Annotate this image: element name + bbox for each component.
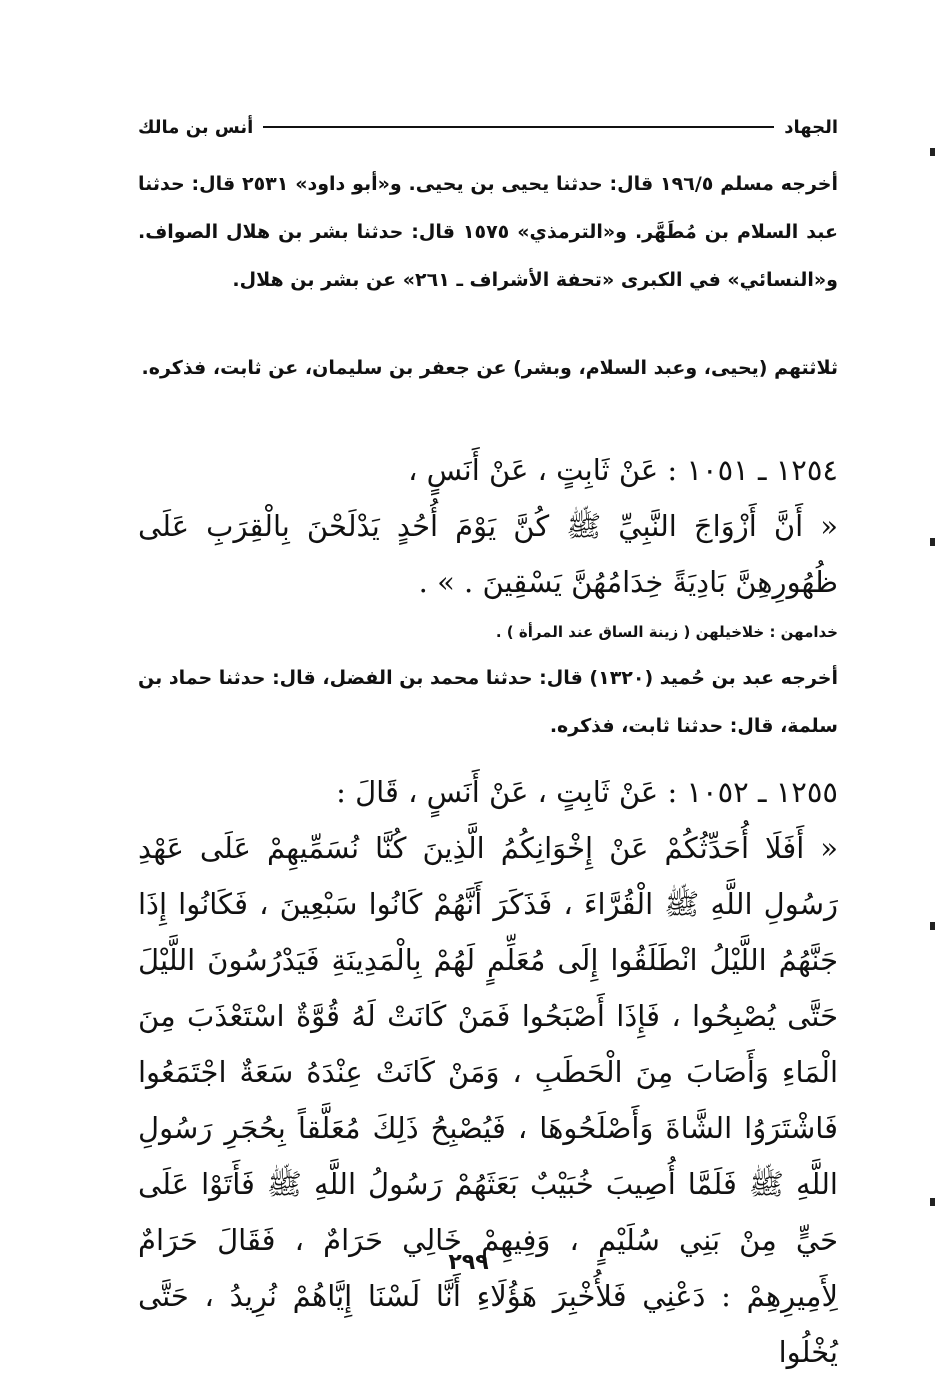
takhrij-paragraph-1 — [138, 160, 838, 304]
takhrij-paragraph-2 — [138, 344, 838, 392]
book-title: أنس بن مالك — [138, 116, 254, 138]
margin-mark — [930, 922, 935, 930]
takhrij-chain: ثلاثتهم (يحيى، وعبد السلام، وبشر) عن جعفر بن سليمان، عن ثابت، فذكره. — [141, 357, 838, 379]
hadith-text: « أَنَّ أَزْوَاجَ النَّبِيِّ ﷺ كُنَّ يَوْمَ أُحُدٍ يَدْلَحْنَ بِالْقِرَبِ عَلَى ظُهُورِهِنَّ بَادِيَةً خِدَامُهُنَّ يَسْقِينَ . » . — [138, 509, 838, 599]
header-rule — [263, 126, 774, 128]
margin-mark — [930, 538, 935, 546]
takhrij-sources: أخرجه مسلم ١٩٦/٥ قال: حدثنا يحيى بن يحيى. و«أبو داود» ٢٥٣١ قال: حدثنا عبد السلام بن مُطَهَّر. و«الترمذي» ١٥٧٥ قال: حدثنا بشر بن هلال الصواف. و«النسائي» في الكبرى «تحفة الأشراف ـ ٢٦١» عن بشر بن هلال. — [138, 173, 839, 291]
hadith-1255 — [138, 764, 838, 1380]
takhrij-abd-bin-humaid: أخرجه عبد بن حُميد (١٣٢٠) قال: حدثنا محمد بن الفضل، قال: حدثنا حماد بن سلمة، قال: حدثنا ثابت، فذكره. — [138, 667, 838, 737]
page-number: ٢٩٩ — [448, 1250, 489, 1275]
margin-mark — [930, 148, 935, 156]
hadith-heading: ١٢٥٤ ـ ١٠٥١ : عَنْ ثَابِتٍ ، عَنْ أَنَسٍ ، — [408, 453, 838, 487]
gloss-text: خدامهن : خلاخيلهن ( زينة الساق عند المرأة ) . — [495, 623, 838, 641]
hadith-1254 — [138, 442, 838, 610]
margin-mark — [930, 1198, 935, 1206]
hadith-text: « أَفَلَا أُحَدِّثُكُمْ عَنْ إِخْوَانِكُمُ الَّذِينَ كُنَّا نُسَمِّيهِمْ عَلَى عَهْدِ رَسُولِ اللَّهِ ﷺ الْقُرَّاءَ ، فَذَكَرَ أَنَّهُمْ كَانُوا سَبْعِينَ ، فَكَانُوا إِذَا جَنَّهُمُ اللَّيْلُ انْطَلَقُوا إِلَى مُعَلِّمٍ لَهُمْ بِالْمَدِينَةِ فَيَدْرُسُونَ اللَّيْلَ حَتَّى يُصْبِحُوا ، فَإِذَا أَصْبَحُوا فَمَنْ كَانَتْ لَهُ قُوَّةٌ اسْتَعْذَبَ مِنَ الْمَاءِ وَأَصَابَ مِنَ الْحَطَبِ ، وَمَنْ كَانَتْ عِنْدَهُ سَعَةٌ اجْتَمَعُوا فَاشْتَرَوُا الشَّاةَ وَأَصْلَحُوهَا ، فَيُصْبِحُ ذَلِكَ مُعَلَّقاً بِحُجَرِ رَسُولِ اللَّهِ ﷺ فَلَمَّا أُصِيبَ خُبَيْبٌ بَعَثَهُمْ رَسُولُ اللَّهِ ﷺ فَأَتَوْا عَلَى حَيٍّ مِنْ بَنِي سُلَيْمٍ ، وَفِيهِمْ خَالِي حَرَامٌ ، فَقَالَ حَرَامٌ لِأَمِيرِهِمْ : دَعْنِي فَلأُخْبِرَ هَؤُلَاءِ أَنَّا لَسْنَا إِيَّاهُمْ نُرِيدُ ، حَتَّى يُخْلُوا — [138, 831, 838, 1369]
gloss-note — [138, 618, 838, 646]
running-header — [138, 110, 838, 144]
hadith-heading: ١٢٥٥ ـ ١٠٥٢ : عَنْ ثَابِتٍ ، عَنْ أَنَسٍ ، قَالَ : — [336, 775, 838, 809]
takhrij-paragraph-3 — [138, 654, 838, 750]
chapter-title: الجهاد — [784, 116, 838, 138]
